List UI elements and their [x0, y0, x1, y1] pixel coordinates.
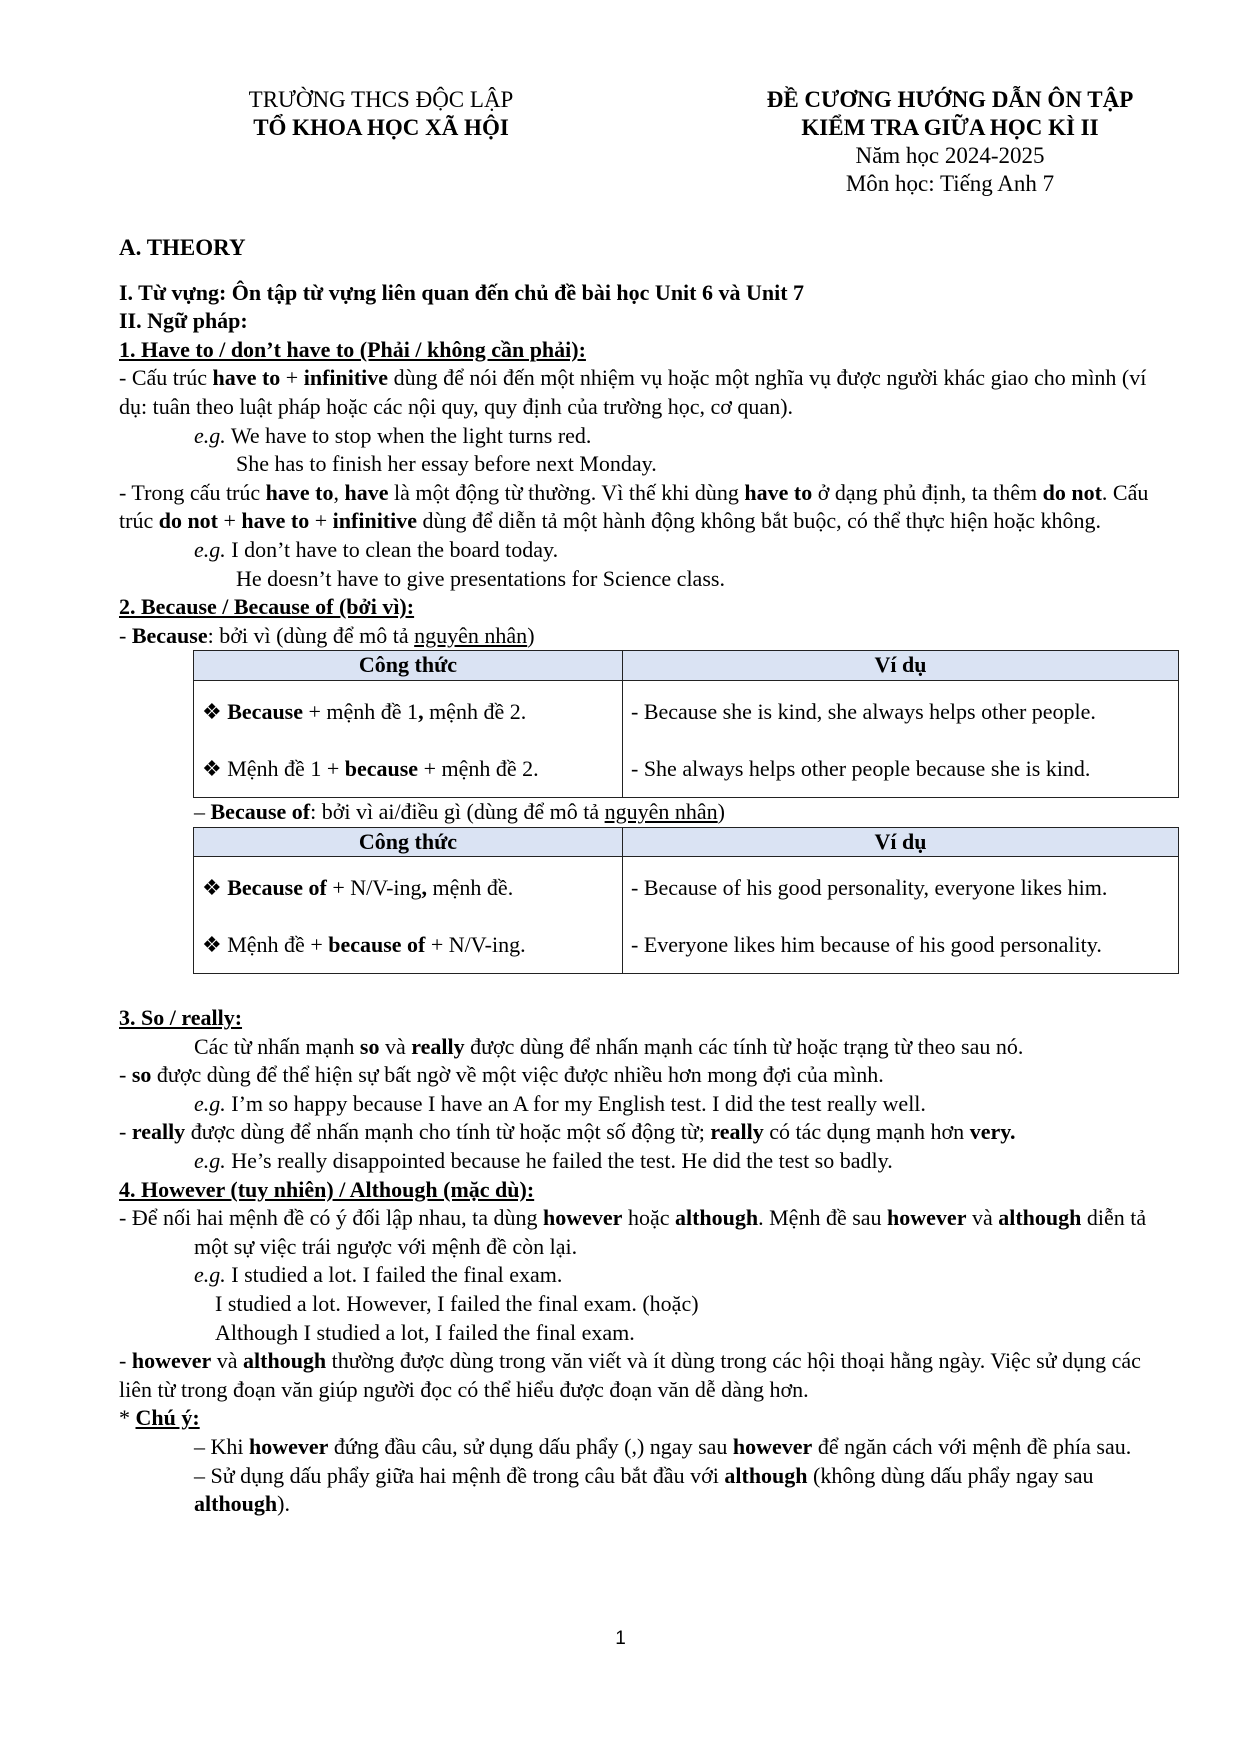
text-run: -	[119, 622, 132, 648]
text-run: có tác dụng mạnh hơn	[763, 1119, 970, 1145]
text-run: ❖ Mệnh đề 1 +	[202, 755, 345, 781]
section-4-title: 4. However (tuy nhiên) / Although (mặc dù):	[119, 1176, 535, 1202]
text-run: : bởi vì ai/điều gì (dùng để mô tả	[310, 798, 605, 824]
note-label: Chú ý:	[135, 1405, 200, 1431]
section-3-example-2: e.g. He’s really disappointed because he failed the test. He did the test so badly.	[194, 1148, 893, 1174]
text-run: -	[119, 1119, 132, 1145]
text-run: very.	[969, 1119, 1016, 1145]
text-run: + N/V-ing.	[425, 932, 526, 958]
example-cell	[623, 680, 1179, 797]
text-run: + N/V-ing	[326, 875, 422, 901]
spacer	[119, 974, 1179, 1004]
text-run: - Để nối hai mệnh đề có ý đối lập nhau, ta dùng	[119, 1205, 544, 1231]
section-3-title: 3. So / really:	[119, 1005, 243, 1031]
text-run: diễn tả một sự việc trái ngược với mệnh đề còn lại.	[194, 1205, 1147, 1259]
example-2: - Everyone likes him because of his good personality.	[631, 932, 1102, 958]
table-header-example: Ví dụ	[623, 827, 1179, 857]
text-run: ).	[277, 1491, 290, 1517]
section-3-intro	[119, 1033, 1179, 1062]
section-1-example-4: He doesn’t have to give presentations for Science class.	[236, 565, 725, 591]
text-run: nguyên nhân	[604, 798, 718, 824]
text-run: mệnh đề.	[427, 875, 514, 901]
text-run: because of	[328, 932, 426, 958]
text-run: Because of	[227, 875, 327, 901]
section-1-example-3: e.g. I don’t have to clean the board today.	[194, 536, 559, 562]
because-of-table	[193, 827, 1179, 975]
example-2: - She always helps other people because she is kind.	[631, 755, 1091, 781]
text-run: dùng để nói đến một nhiệm vụ hoặc một nghĩa vụ được người khác giao cho mình (ví dụ: tuân theo luật pháp hoặc các nội quy, quy định của trường học, cơ quan).	[119, 365, 1147, 419]
text-run: +	[280, 365, 304, 391]
example-1: - Because she is kind, she always helps other people.	[631, 698, 1096, 724]
formula-1	[202, 859, 614, 916]
text-run: ❖	[202, 875, 228, 901]
section-1-title: 1. Have to / don’t have to (Phải / không cần phải):	[119, 336, 586, 362]
text-run: Because of	[210, 798, 311, 824]
text-run: ❖	[202, 698, 228, 724]
text-run: được dùng để nhấn mạnh các tính từ hoặc trạng từ theo sau nó.	[464, 1033, 1024, 1059]
text-run: (không dùng dấu phẩy ngay sau	[807, 1462, 1094, 1488]
school-year: Năm học 2024-2025	[855, 143, 1045, 168]
section-4-example-1: e.g. I studied a lot. I failed the final exam.	[194, 1262, 563, 1288]
text-run: )	[527, 622, 535, 648]
formula-cell	[194, 857, 623, 974]
section-1-para-2	[119, 479, 1179, 536]
text-run: +	[218, 508, 242, 534]
text-run: however	[887, 1205, 967, 1231]
text-run: however	[732, 1434, 813, 1459]
table-header-formula: Công thức	[194, 651, 623, 681]
document-title-line2: KIỂM TRA GIỮA HỌC KÌ II	[801, 115, 1099, 140]
text-run: . Cấu trúc	[119, 479, 1149, 534]
text-run: do not	[158, 508, 218, 534]
text-run: và	[379, 1033, 412, 1059]
text-run: so	[131, 1062, 152, 1088]
text-run: . Mệnh đề sau	[758, 1205, 888, 1231]
table-header-formula: Công thức	[194, 827, 623, 857]
section-3-example-1: e.g. I’m so happy because I have an A for my English test. I did the test really well.	[194, 1090, 926, 1116]
section-a-heading: A. THEORY	[119, 235, 246, 260]
formula-2	[202, 916, 614, 973]
text-run: nguyên nhân	[414, 622, 528, 648]
section-4-example-3: Although I studied a lot, I failed the final exam.	[215, 1319, 635, 1345]
section-4-para-1	[119, 1204, 1179, 1261]
text-run: dùng để diễn tả một hành động không bắt buộc, có thể thực hiện hoặc không.	[417, 508, 1102, 534]
text-run: –	[194, 798, 211, 824]
section-2-title: 2. Because / Because of (bởi vì):	[119, 594, 415, 620]
text-run: +	[309, 508, 333, 534]
text-run: + mệnh đề 2.	[418, 755, 539, 781]
text-run: although	[674, 1205, 759, 1231]
text-run: although	[998, 1205, 1082, 1231]
table-header-example: Ví dụ	[623, 651, 1179, 681]
text-run: – Sử dụng dấu phẩy giữa hai mệnh đề trong câu bắt đầu với	[194, 1462, 725, 1488]
so-usage	[119, 1061, 1179, 1090]
vocab-heading: I. Từ vựng: Ôn tập từ vựng liên quan đến chủ đề bài học Unit 6 và Unit 7	[119, 279, 805, 305]
text-run: ,	[421, 875, 428, 901]
text-run: although	[724, 1462, 808, 1488]
header-school	[186, 86, 576, 142]
text-run: thường được dùng trong văn viết và ít dùng trong các hội thoại hằng ngày. Việc sử dụng các liên từ trong đoạn văn giúp người đọc có thể hiểu được đoạn văn dễ dàng hơn.	[119, 1348, 1141, 1402]
text-run: - Cấu trúc	[119, 365, 213, 391]
because-definition	[119, 622, 1179, 651]
text-run: have to	[744, 479, 813, 505]
text-run: do not	[1042, 479, 1102, 505]
text-run: -	[119, 1062, 132, 1088]
eg-label: e.g.	[194, 1148, 226, 1174]
header-title-block	[735, 86, 1165, 198]
example-cell	[623, 857, 1179, 974]
really-usage	[119, 1118, 1179, 1147]
page-number: 1	[615, 1628, 626, 1649]
section-1-para-1	[119, 364, 1179, 421]
text-run: however	[249, 1434, 329, 1459]
note-2	[119, 1462, 1179, 1519]
text-run: have to	[265, 479, 334, 505]
text-run: have to	[241, 508, 310, 534]
text-run: để ngăn cách với mệnh đề phía sau.	[812, 1434, 1132, 1459]
text-run: because	[344, 755, 419, 781]
document-title-line1: ĐỀ CƯƠNG HƯỚNG DẪN ÔN TẬP	[766, 87, 1134, 112]
grammar-heading: II. Ngữ pháp:	[119, 308, 248, 334]
text-run: được dùng để nhấn mạnh cho tính từ hoặc một số động từ;	[185, 1119, 711, 1145]
text-run: - Trong cấu trúc	[119, 479, 266, 505]
formula-2	[202, 740, 614, 797]
text-run: although	[243, 1348, 327, 1374]
text-run: -	[119, 1348, 132, 1374]
formula-1	[202, 683, 614, 740]
subject: Môn học: Tiếng Anh 7	[845, 171, 1055, 196]
text-run: và	[966, 1205, 999, 1231]
text-run: được dùng để thể hiện sự bất ngờ về một việc được nhiều hơn mong đợi của mình.	[151, 1062, 884, 1088]
formula-cell	[194, 680, 623, 797]
note-1	[119, 1433, 1179, 1462]
eg-label: e.g.	[194, 536, 226, 562]
text-run: Các từ nhấn mạnh	[194, 1033, 360, 1059]
eg-label: e.g.	[194, 1262, 226, 1288]
eg-label: e.g.	[194, 1090, 226, 1116]
text-run: infinitive	[332, 508, 418, 534]
section-1-example-2: She has to finish her essay before next Monday.	[236, 451, 657, 477]
because-of-definition	[119, 798, 1179, 827]
text-run: Because	[131, 622, 208, 648]
eg-label: e.g.	[194, 422, 226, 448]
example-1: - Because of his good personality, everyone likes him.	[631, 875, 1108, 901]
section-1-example-1: e.g. We have to stop when the light turns red.	[194, 422, 592, 448]
note-heading: * Chú ý:	[119, 1405, 200, 1431]
text-run: ,	[418, 698, 424, 724]
text-run: infinitive	[303, 365, 389, 391]
text-run: so	[359, 1033, 380, 1059]
school-name: TRƯỜNG THCS ĐỘC LẬP	[248, 87, 514, 112]
document-body	[119, 234, 1179, 1519]
text-run: là một động từ thường. Vì thế khi dùng	[388, 479, 745, 505]
text-run: + mệnh đề 1	[303, 698, 419, 724]
text-run: really	[411, 1033, 465, 1059]
text-run: although	[194, 1491, 278, 1517]
text-run: really	[710, 1119, 764, 1145]
text-run: really	[131, 1119, 186, 1145]
text-run: mệnh đề 2.	[423, 698, 527, 724]
text-run: ở dạng phủ định, ta thêm	[812, 479, 1043, 505]
section-4-para-2	[119, 1347, 1179, 1404]
text-run: ,	[333, 479, 345, 505]
text-run: – Khi	[194, 1434, 249, 1459]
text-run: have	[344, 479, 389, 505]
text-run: Because	[227, 698, 303, 724]
text-run: ❖ Mệnh đề +	[202, 932, 329, 958]
text-run: )	[717, 798, 725, 824]
department-name: TỔ KHOA HỌC XÃ HỘI	[253, 115, 509, 140]
text-run: however	[131, 1348, 212, 1374]
text-run: đứng đầu câu, sử dụng dấu phẩy (,) ngay sau	[328, 1434, 733, 1459]
section-4-example-2: I studied a lot. However, I failed the final exam. (hoặc)	[215, 1291, 699, 1317]
because-table	[193, 650, 1179, 798]
text-run: however	[543, 1205, 623, 1231]
text-run: và	[211, 1348, 244, 1374]
text-run: : bởi vì (dùng để mô tả	[207, 622, 415, 648]
text-run: hoặc	[622, 1205, 675, 1231]
text-run: have to	[212, 365, 281, 391]
